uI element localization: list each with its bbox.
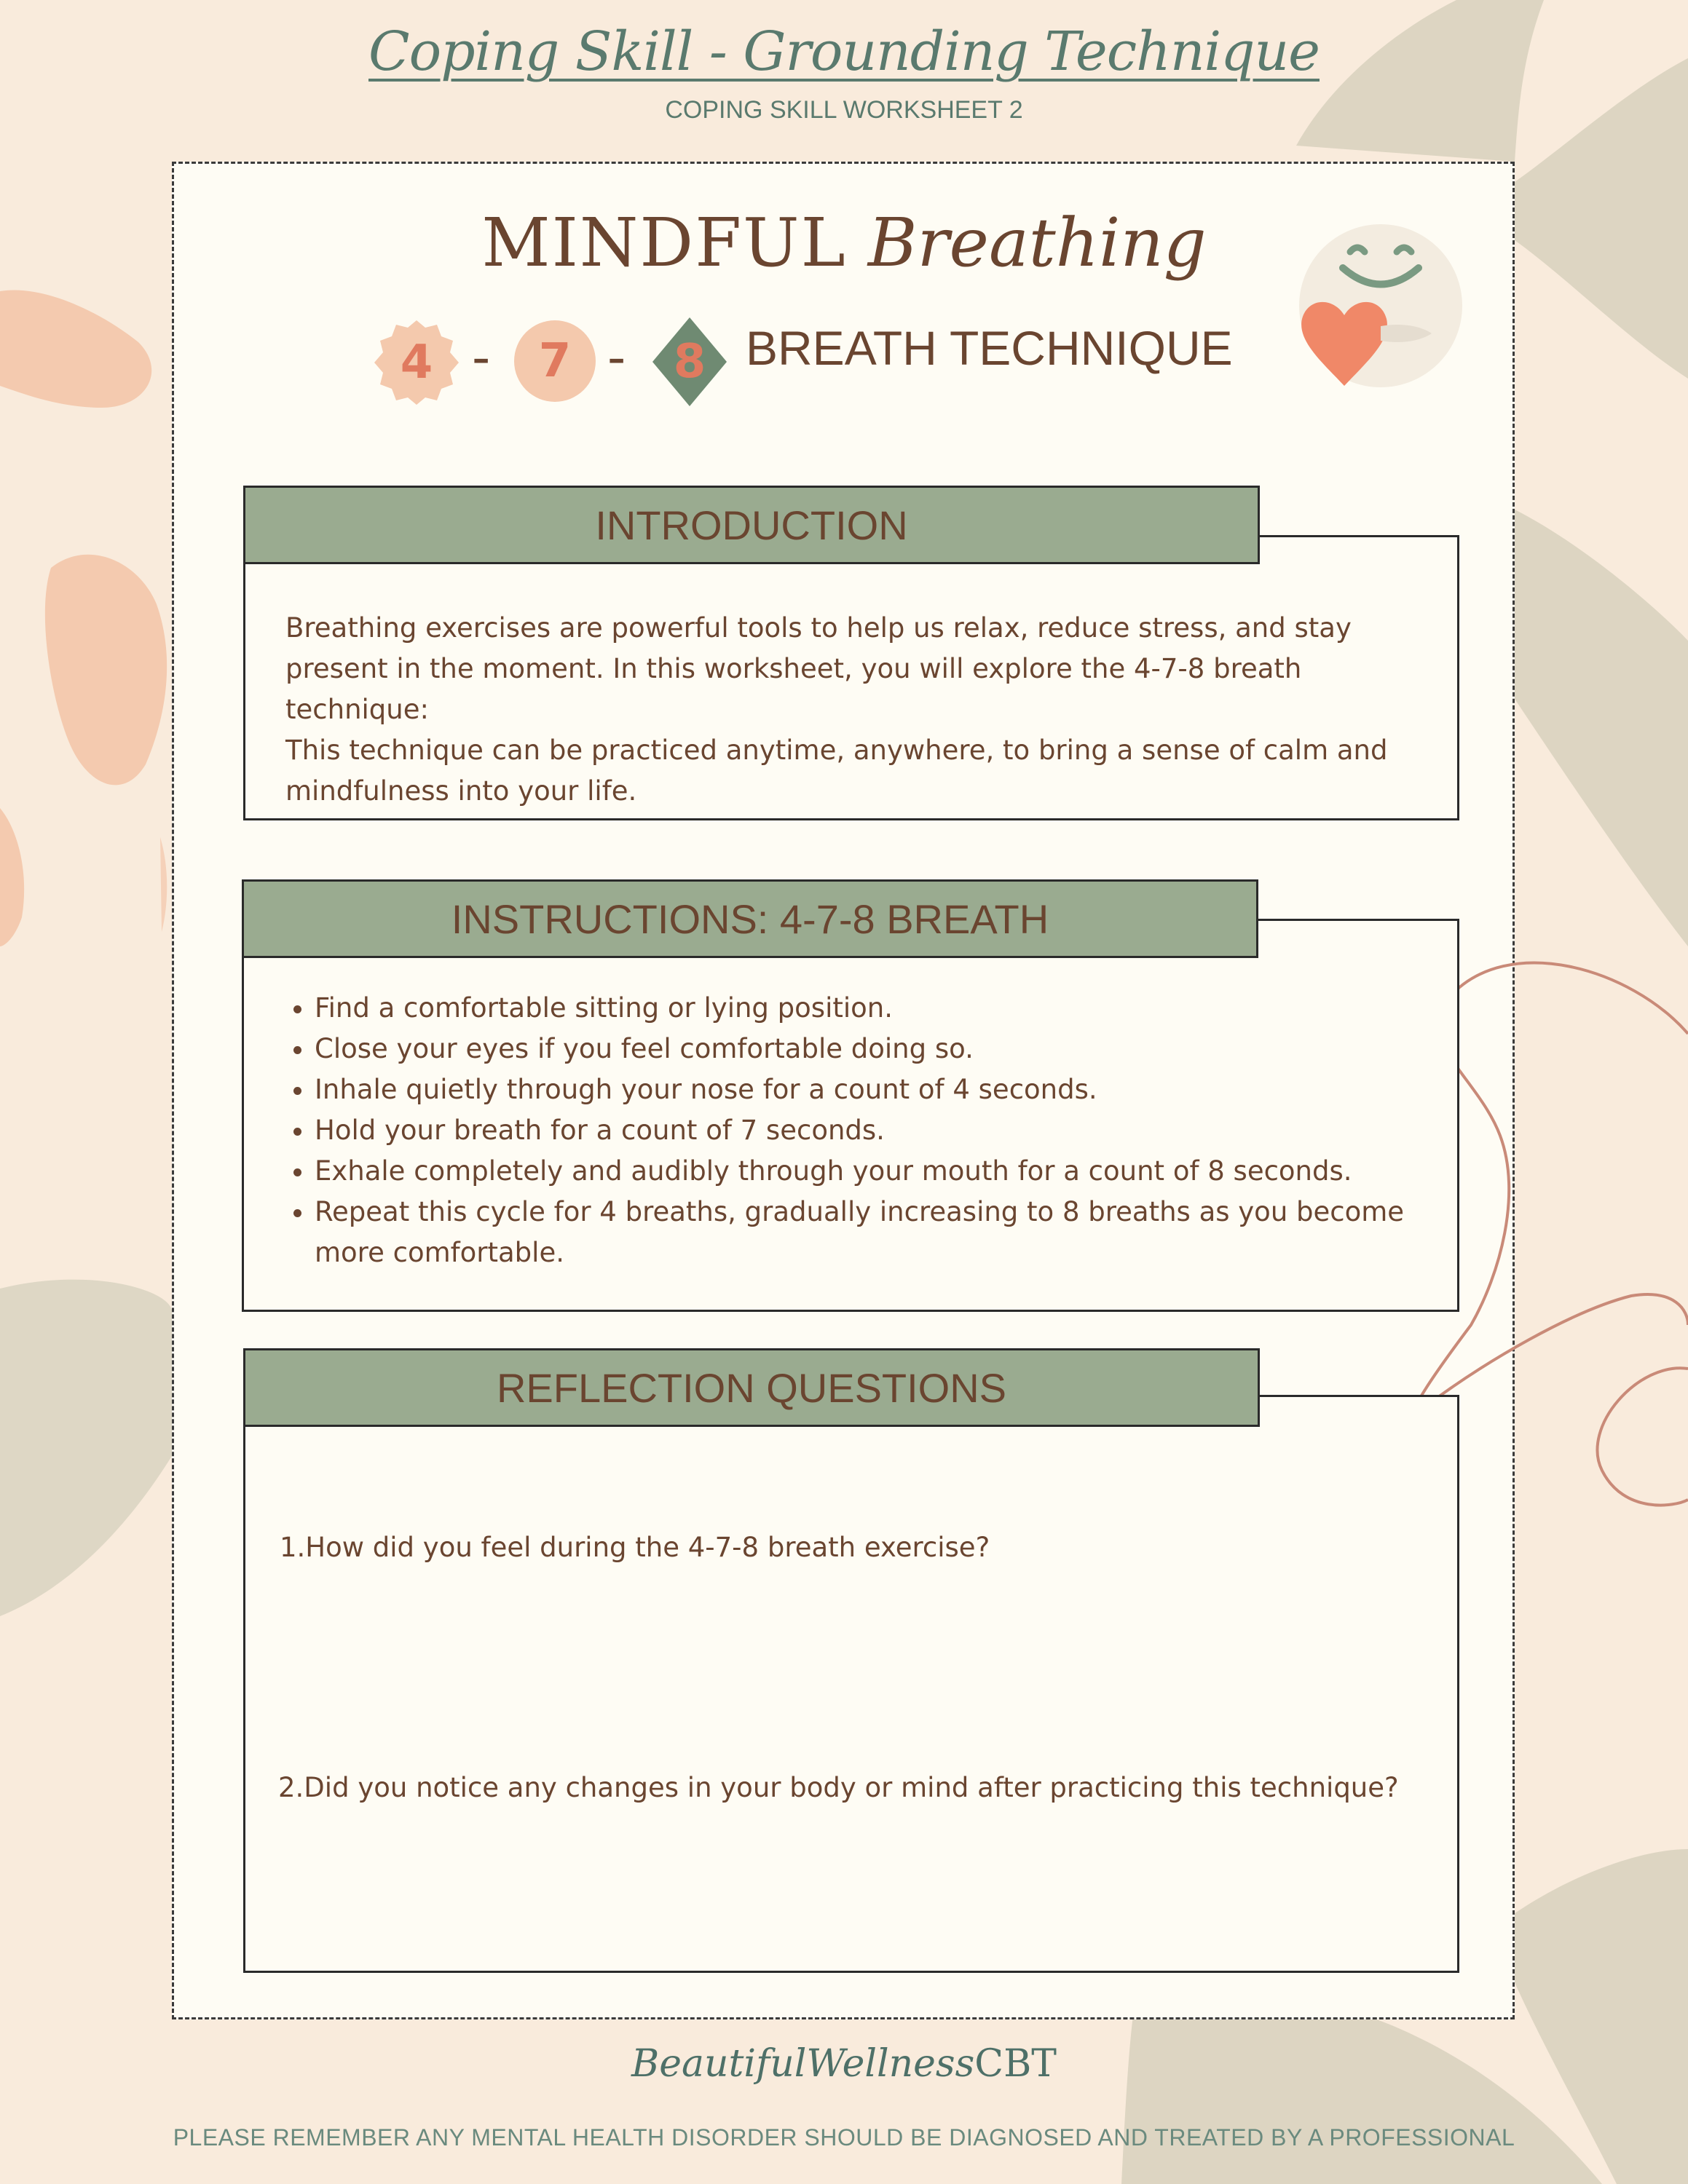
instruction-step: • Repeat this cycle for 4 breaths, gradually increasing to 8 breaths as you become more comfortable. [315, 1192, 1407, 1273]
introduction-paragraph-1: Breathing exercises are powerful tools to help us relax, reduce stress, and stay present in the moment. In this worksheet, you will explore the 4-7-8 breath technique: [285, 612, 1352, 725]
reflection-heading: REFLECTION QUESTIONS [243, 1348, 1260, 1427]
instruction-step: • Find a comfortable sitting or lying position. [315, 988, 1407, 1029]
smiley-heart-hug-icon [1293, 217, 1468, 392]
introduction-heading: INTRODUCTION [243, 486, 1260, 564]
main-title-word2: Breathing [867, 204, 1207, 282]
reflection-box [243, 1395, 1459, 1973]
instructions-heading: INSTRUCTIONS: 4-7-8 BREATH [242, 879, 1258, 958]
brand-name [0, 2042, 1688, 2086]
badge-number-8: 8 [673, 335, 706, 389]
instruction-step: • Hold your breath for a count of 7 seconds. [315, 1110, 1407, 1151]
instruction-step: • Inhale quietly through your nose for a count of 4 seconds. [315, 1069, 1407, 1110]
breath-technique-label: BREATH TECHNIQUE [746, 321, 1233, 375]
disclaimer-text: PLEASE REMEMBER ANY MENTAL HEALTH DISORDER SHOULD BE DIAGNOSED AND TREATED BY A PROFESSIONAL [173, 2124, 1515, 2151]
reflection-question-1: 1.How did you feel during the 4-7-8 breath exercise? [280, 1532, 990, 1563]
brand-name-italic: BeautifulWellness [631, 2042, 975, 2086]
badge-number-4: 4 [400, 336, 433, 389]
header-title: Coping Skill - Grounding Technique [368, 20, 1320, 83]
instructions-list [285, 988, 1407, 1273]
badge-number-7: 7 [538, 334, 572, 388]
instruction-step: • Close your eyes if you feel comfortable doing so. [315, 1029, 1407, 1069]
brand-name-regular: CBT [974, 2042, 1057, 2086]
reflection-question-2: 2.Did you notice any changes in your body or mind after practicing this technique? [278, 1772, 1399, 1803]
introduction-text [285, 608, 1436, 812]
header-subtitle: COPING SKILL WORKSHEET 2 [665, 96, 1023, 124]
main-title-word1: MINDFUL [481, 204, 847, 282]
introduction-paragraph-2: This technique can be practiced anytime, anywhere, to bring a sense of calm and mindfulness into your life. [285, 735, 1388, 807]
instruction-step: • Exhale completely and audibly through your mouth for a count of 8 seconds. [315, 1151, 1407, 1192]
dash-separator-1: - [472, 328, 491, 387]
dash-separator-2: - [607, 328, 626, 387]
